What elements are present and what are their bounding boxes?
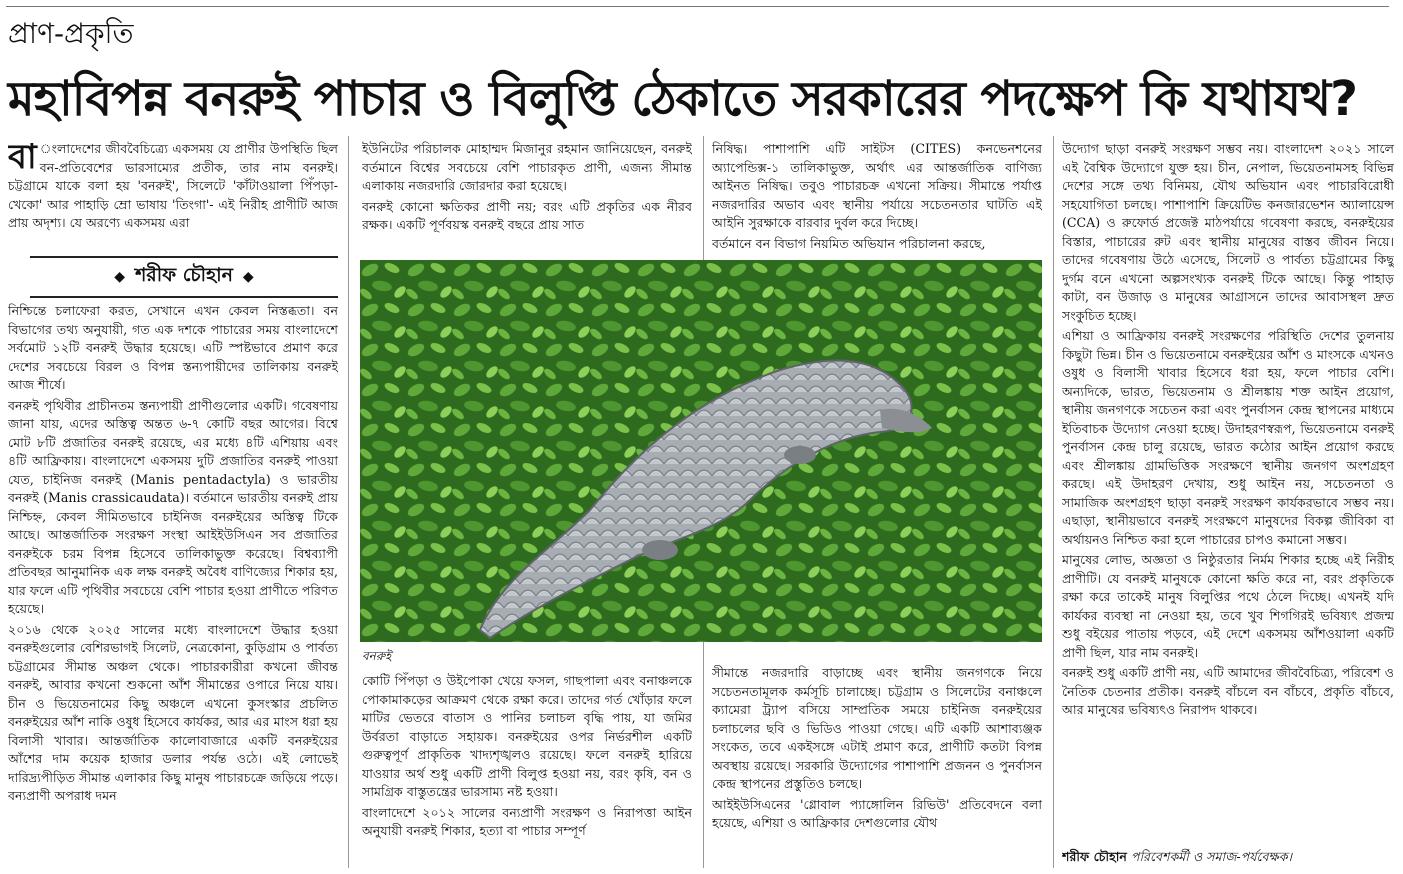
signature-name: শরীফ চৌহান bbox=[1062, 849, 1127, 864]
paragraph: বাংলাদেশে ২০১২ সালের বন্যপ্রাণী সংরক্ষণ ও নিরাপত্তা আইন অনুযায়ী বনরুই শিকার, হত্যা বা পাচার সম্পূর্ণ bbox=[362, 804, 692, 838]
diamond-icon: ◆ bbox=[114, 269, 126, 285]
author-box bbox=[30, 256, 338, 298]
paragraph: এশিয়া ও আফ্রিকায় বনরুই সংরক্ষণের পরিস্থিতি দেশের তুলনায় কিছুটা ভিন্ন। চীন ও ভিয়েতনামে বনরুইয়ের আঁশ ও মাংসকে এখনও ওষুধ ও বিলাসী খাবার হিসেবে ধরা হয়, ফলে পাচার বেশি। অন্যদিকে, ভারত, ভিয়েতনাম ও শ্রীলঙ্কায় শক্ত আইন প্রয়োগ, স্থানীয় জনগণকে সচেতন করা এবং পুনর্বাসন কেন্দ্র স্থাপনের মাধ্যমে ইতিবাচক উদ্যোগ নেওয়া হচ্ছে। উদাহরণস্বরূপ, ভিয়েতনামে বনরুই পুনর্বাসন কেন্দ্র চালু রয়েছে, ভারত কঠোর আইন প্রয়োগ করছে এবং শ্রীলঙ্কায় গ্রামভিত্তিক সংরক্ষণে স্থানীয় জনগণ অংশগ্রহণ করছে। এই উদাহরণ দেখায়, শুধু আইন নয়, সচেতনতা ও সামাজিক অংশগ্রহণ ছাড়া বনরুই সংরক্ষণ কার্যকরভাবে সম্ভব নয়। এছাড়া, স্থানীয়ভাবে বনরুই সংরক্ষণে মানুষদের বিকল্প জীবিকা বা অর্থায়নও নিশ্চিত করা হলে পাচারের চাপও কমানো সম্ভব। bbox=[1062, 328, 1394, 547]
paragraph: আইইউসিএনের 'গ্লোবাল প্যাঙ্গোলিন রিভিউ' প্রতিবেদনে বলা হয়েছে, এশিয়া ও আফ্রিকার দেশগুলোর যৌথ bbox=[712, 796, 1042, 830]
paragraph: উদ্যোগ ছাড়া বনরুই সংরক্ষণ সম্ভব নয়। বাংলাদেশ ২০২১ সালে এই বৈশ্বিক উদ্যোগে যুক্ত হয়। চীন, নেপাল, ভিয়েতনামসহ বিভিন্ন দেশের সঙ্গে তথ্য বিনিময়, যৌথ অভিযান এবং পাচারবিরোধী সহযোগিতা চলছে। পাশাপাশি ক্রিয়েটিভ কনজারভেশন অ্যালায়েন্স (CCA) ও রুফোর্ড প্রজেক্ট মাঠপর্যায়ে গবেষণা করছে, বনরুইয়ের বিস্তার, পাচারের রুট এবং স্থানীয় মানুষের বাস্তব জীবন নিয়ে। তাদের গবেষণায় উঠে এসেছে, সিলেট ও পার্বত্য চট্টগ্রামের কিছু দুর্গম বনে এখনো অল্পসংখ্যক বনরুই টিকে আছে। কিন্তু পাহাড় কাটা, বন উজাড় ও মানুষের আগ্রাসনে তাদের আবাসস্থল দ্রুত সংকুচিত হচ্ছে। bbox=[1062, 141, 1394, 323]
paragraph: কোটি পিঁপড়া ও উইপোকা খেয়ে ফসল, গাছপালা এবং বনাঞ্চলকে পোকামাকড়ের আক্রমণ থেকে রক্ষা করে। তাদের গর্ত খোঁড়ার ফলে মাটির ভেতরে বাতাস ও পানির চলাচল বৃদ্ধি পায়, যা জমির উর্বরতা বাড়াতে সহায়ক। বনরুইয়ের ওপর নির্ভরশীল একটি গুরুত্বপূর্ণ প্রাকৃতিক খাদ্যশৃঙ্খলও রয়েছে। ফলে বনরুই হারিয়ে যাওয়ার অর্থ শুধু একটি প্রাণী বিলুপ্ত হওয়া নয়, বরং কৃষি, বন ও সামগ্রিক বাস্তুতন্ত্রের ভারসাম্য নষ্ট হওয়া। bbox=[362, 673, 692, 799]
pangolin-photo bbox=[360, 260, 1042, 642]
paragraph: নিশ্চিন্তে চলাফেরা করত, সেখানে এখন কেবল নিস্তব্ধতা। বন বিভাগের তথ্য অনুযায়ী, গত এক দশকে পাচারের সময় বাংলাদেশে সর্বমোট ১২টি বনরুই উদ্ধার হয়েছে। এটি স্পষ্টভাবে প্রমাণ করে দেশের সবচেয়ে বিরল ও বিপন্ন স্তন্যপায়ীদের তালিকায় বনরুই আজ শীর্ষে। bbox=[8, 303, 338, 392]
paragraph: ২০১৬ থেকে ২০২৫ সালের মধ্যে বাংলাদেশে উদ্ধার হওয়া বনরুইগুলোর বেশিরভাগই সিলেট, নেত্রকোনা, কুড়িগ্রাম ও পার্বত্য চট্টগ্রামের সীমান্ত অঞ্চল থেকে। পাচারকারীরা কখনো জীবন্ত বনরুই, আবার কখনো শুকনো আঁশ সীমান্তের ওপারে নিয়ে যায়। চীন ও ভিয়েতনামের কিছু অঞ্চলে এখনো কুসংস্কার প্রচলিত বনরুইয়ের আঁশ নাকি ওষুধ হিসেবে কার্যকর, আর এর মাংস ধরা হয় বিলাসী খাবার। আন্তর্জাতিক কালোবাজারে একটি বনরুইয়ের আঁশের দাম কয়েক হাজার ডলার পর্যন্ত ওঠে। এই লোভেই দারিদ্র্যপীড়িত সীমান্ত এলাকার কিছু মানুষ পাচারচক্রে জড়িয়ে পড়ে। বন্যপ্রাণী অপরাধ দমন bbox=[8, 621, 338, 803]
column-3-top bbox=[712, 140, 1042, 254]
author-name: শরীফ চৌহান bbox=[135, 264, 233, 286]
signature-description: পরিবেশকর্মী ও সমাজ-পর্যবেক্ষক। bbox=[1130, 849, 1293, 864]
column-2-bottom bbox=[362, 672, 692, 870]
paragraph: বর্তমানে বন বিভাগ নিয়মিত অভিযান পরিচালনা করছে, bbox=[712, 235, 986, 251]
column-4 bbox=[1062, 140, 1394, 840]
paragraph: বনরুই শুধু একটি প্রাণী নয়, এটি আমাদের জীববৈচিত্র্য, পরিবেশ ও নৈতিক চেতনার প্রতীক। বনরুই বাঁচলে বন বাঁচবে, প্রকৃতি বাঁচবে, আর মানুষের ভবিষ্যৎও নিরাপদ থাকবে। bbox=[1062, 665, 1394, 717]
column-rule bbox=[1053, 136, 1054, 868]
drop-cap: বা bbox=[8, 140, 37, 177]
column-rule bbox=[348, 136, 349, 868]
paragraph: মানুষের লোভ, অজ্ঞতা ও নিষ্ঠুরতার নির্মম শিকার হচ্ছে এই নিরীহ প্রাণীটি। যে বনরুই মানুষকে কোনো ক্ষতি করে না, বরং প্রকৃতিকে রক্ষা করে তাকেই মানুষ বিলুপ্তির পথে ঠেলে দিচ্ছে। এখনই যদি কার্যকর ব্যবস্থা না নেওয়া হয়, তবে খুব শিগগিরই ভবিষ্যৎ প্রজন্ম শুধু বইয়ের পাতায় পড়বে, এই দেশে একসময় আঁশওয়ালা একটি প্রাণী ছিল, যার নাম বনরুই। bbox=[1062, 552, 1394, 660]
column-1-intro bbox=[8, 140, 338, 250]
photo-caption: বনরুই bbox=[362, 649, 392, 663]
paragraph: বনরুই পৃথিবীর প্রাচীনতম স্তন্যপায়ী প্রাণীগুলোর একটি। গবেষণায় জানা যায়, এদের অস্তিত্ব অন্তত ৬-৭ কোটি বছর আগের। বিশ্বে মোট ৮টি প্রজাতির বনরুই রয়েছে, এর মধ্যে ৪টি এশিয়ায় এবং ৪টি আফ্রিকায়। বাংলাদেশে একসময় দুটি প্রজাতির বনরুই পাওয়া যেত, চাইনিজ বনরুই (Manis pentadactyla) ও ভারতীয় বনরুই (Manis crassicaudata)। বর্তমানে ভারতীয় বনরুই প্রায় নিশ্চিহ্ন, কেবল সীমিতভাবে চাইনিজ বনরুইয়ের অস্তিত্ব টিকে আছে। আন্তর্জাতিক সংরক্ষণ সংস্থা আইইউসিএন সব প্রজাতির বনরুইকে চরম বিপন্ন হিসেবে তালিকাভুক্ত করেছে। বিশ্বব্যাপী প্রতিবছর আনুমানিক এক লক্ষ বনরুই অবৈধ বাণিজ্যের শিকার হয়, যার ফলে এটি পৃথিবীর সবচেয়ে বেশি পাচার হওয়া প্রাণীতে পরিণত হয়েছে। bbox=[8, 397, 338, 616]
paragraph: ইউনিটের পরিচালক মোহাম্মদ মিজানুর রহমান জানিয়েছেন, বনরুই বর্তমানে বিশ্বের সবচেয়ে বেশি পাচারকৃত প্রাণী, এজন্য সীমান্ত এলাকায় নজরদারি জোরদার করা হয়েছে। bbox=[362, 141, 692, 193]
paragraph: সীমান্তে নজরদারি বাড়াচ্ছে এবং স্থানীয় জনগণকে নিয়ে সচেতনতামূলক কর্মসূচি চালাচ্ছে। চট্টগ্রাম ও সিলেটের বনাঞ্চলে ক্যামেরা ট্র্যাপ বসিয়ে সাম্প্রতিক সময়ে চাইনিজ বনরুইয়ের চলাচলের ছবি ও ভিডিও পাওয়া গেছে। এটি একটি আশাব্যঞ্জক সংকেত, তবে একইসঙ্গে এটাই প্রমাণ করে, প্রাণীটি কতটা বিপন্ন অবস্থায় রয়েছে। সরকারি উদ্যোগের পাশাপাশি প্রজনন ও পুনর্বাসন কেন্দ্র স্থাপনের প্রস্তুতিও চলছে। bbox=[712, 665, 1042, 791]
column-1-body bbox=[8, 302, 338, 870]
section-label: প্রাণ-প্রকৃতি bbox=[8, 17, 134, 50]
paragraph: নিষিদ্ধ। পাশাপাশি এটি সাইটস (CITES) কনভেনশনের অ্যাপেন্ডিক্স-১ তালিকাভুক্ত, অর্থাৎ এর আন্তর্জাতিক বাণিজ্য আইনত নিষিদ্ধ। তবুও পাচারচক্র এখনো সক্রিয়। সীমান্তে পর্যাপ্ত নজরদারির অভাব এবং স্থানীয় পর্যায়ে সচেতনতার ঘাটতি এই আইনি সুরক্ষাকে বারবার দুর্বল করে দিচ্ছে। bbox=[712, 141, 1042, 230]
diamond-icon: ◆ bbox=[242, 269, 254, 285]
author-signature bbox=[1062, 848, 1394, 870]
headline: মহাবিপন্ন বনরুই পাচার ও বিলুপ্তি ঠেকাতে সরকারের পদক্ষেপ কি যথাযথ? bbox=[8, 71, 1357, 127]
column-2-top bbox=[362, 140, 692, 254]
paragraph: বনরুই কোনো ক্ষতিকর প্রাণী নয়; বরং এটি প্রকৃতির এক নীরব রক্ষক। একটি পূর্ণবয়স্ক বনরুই বছরে প্রায় সাত bbox=[362, 198, 692, 232]
top-rule bbox=[6, 6, 1389, 7]
intro-text: ংলাদেশের জীববৈচিত্র্যে একসময় যে প্রাণীর উপস্থিতি ছিল বন-প্রতিবেশের ভারসাম্যের প্রতীক, তার নাম বনরুই। চট্টগ্রামে যাকে বলা হয় 'বনরুই', সিলেটে 'কাঁটাওয়ালা পিঁপড়া-খেকো' আর পাহাড়ি ম্রো ভাষায় 'তিংগা'- এই নিরীহ প্রাণীটি আজ প্রায় অদৃশ্য। যে অরণ্যে একসময় এরা bbox=[8, 141, 338, 230]
column-3-bottom bbox=[712, 664, 1042, 870]
pangolin-illustration bbox=[360, 260, 1042, 642]
